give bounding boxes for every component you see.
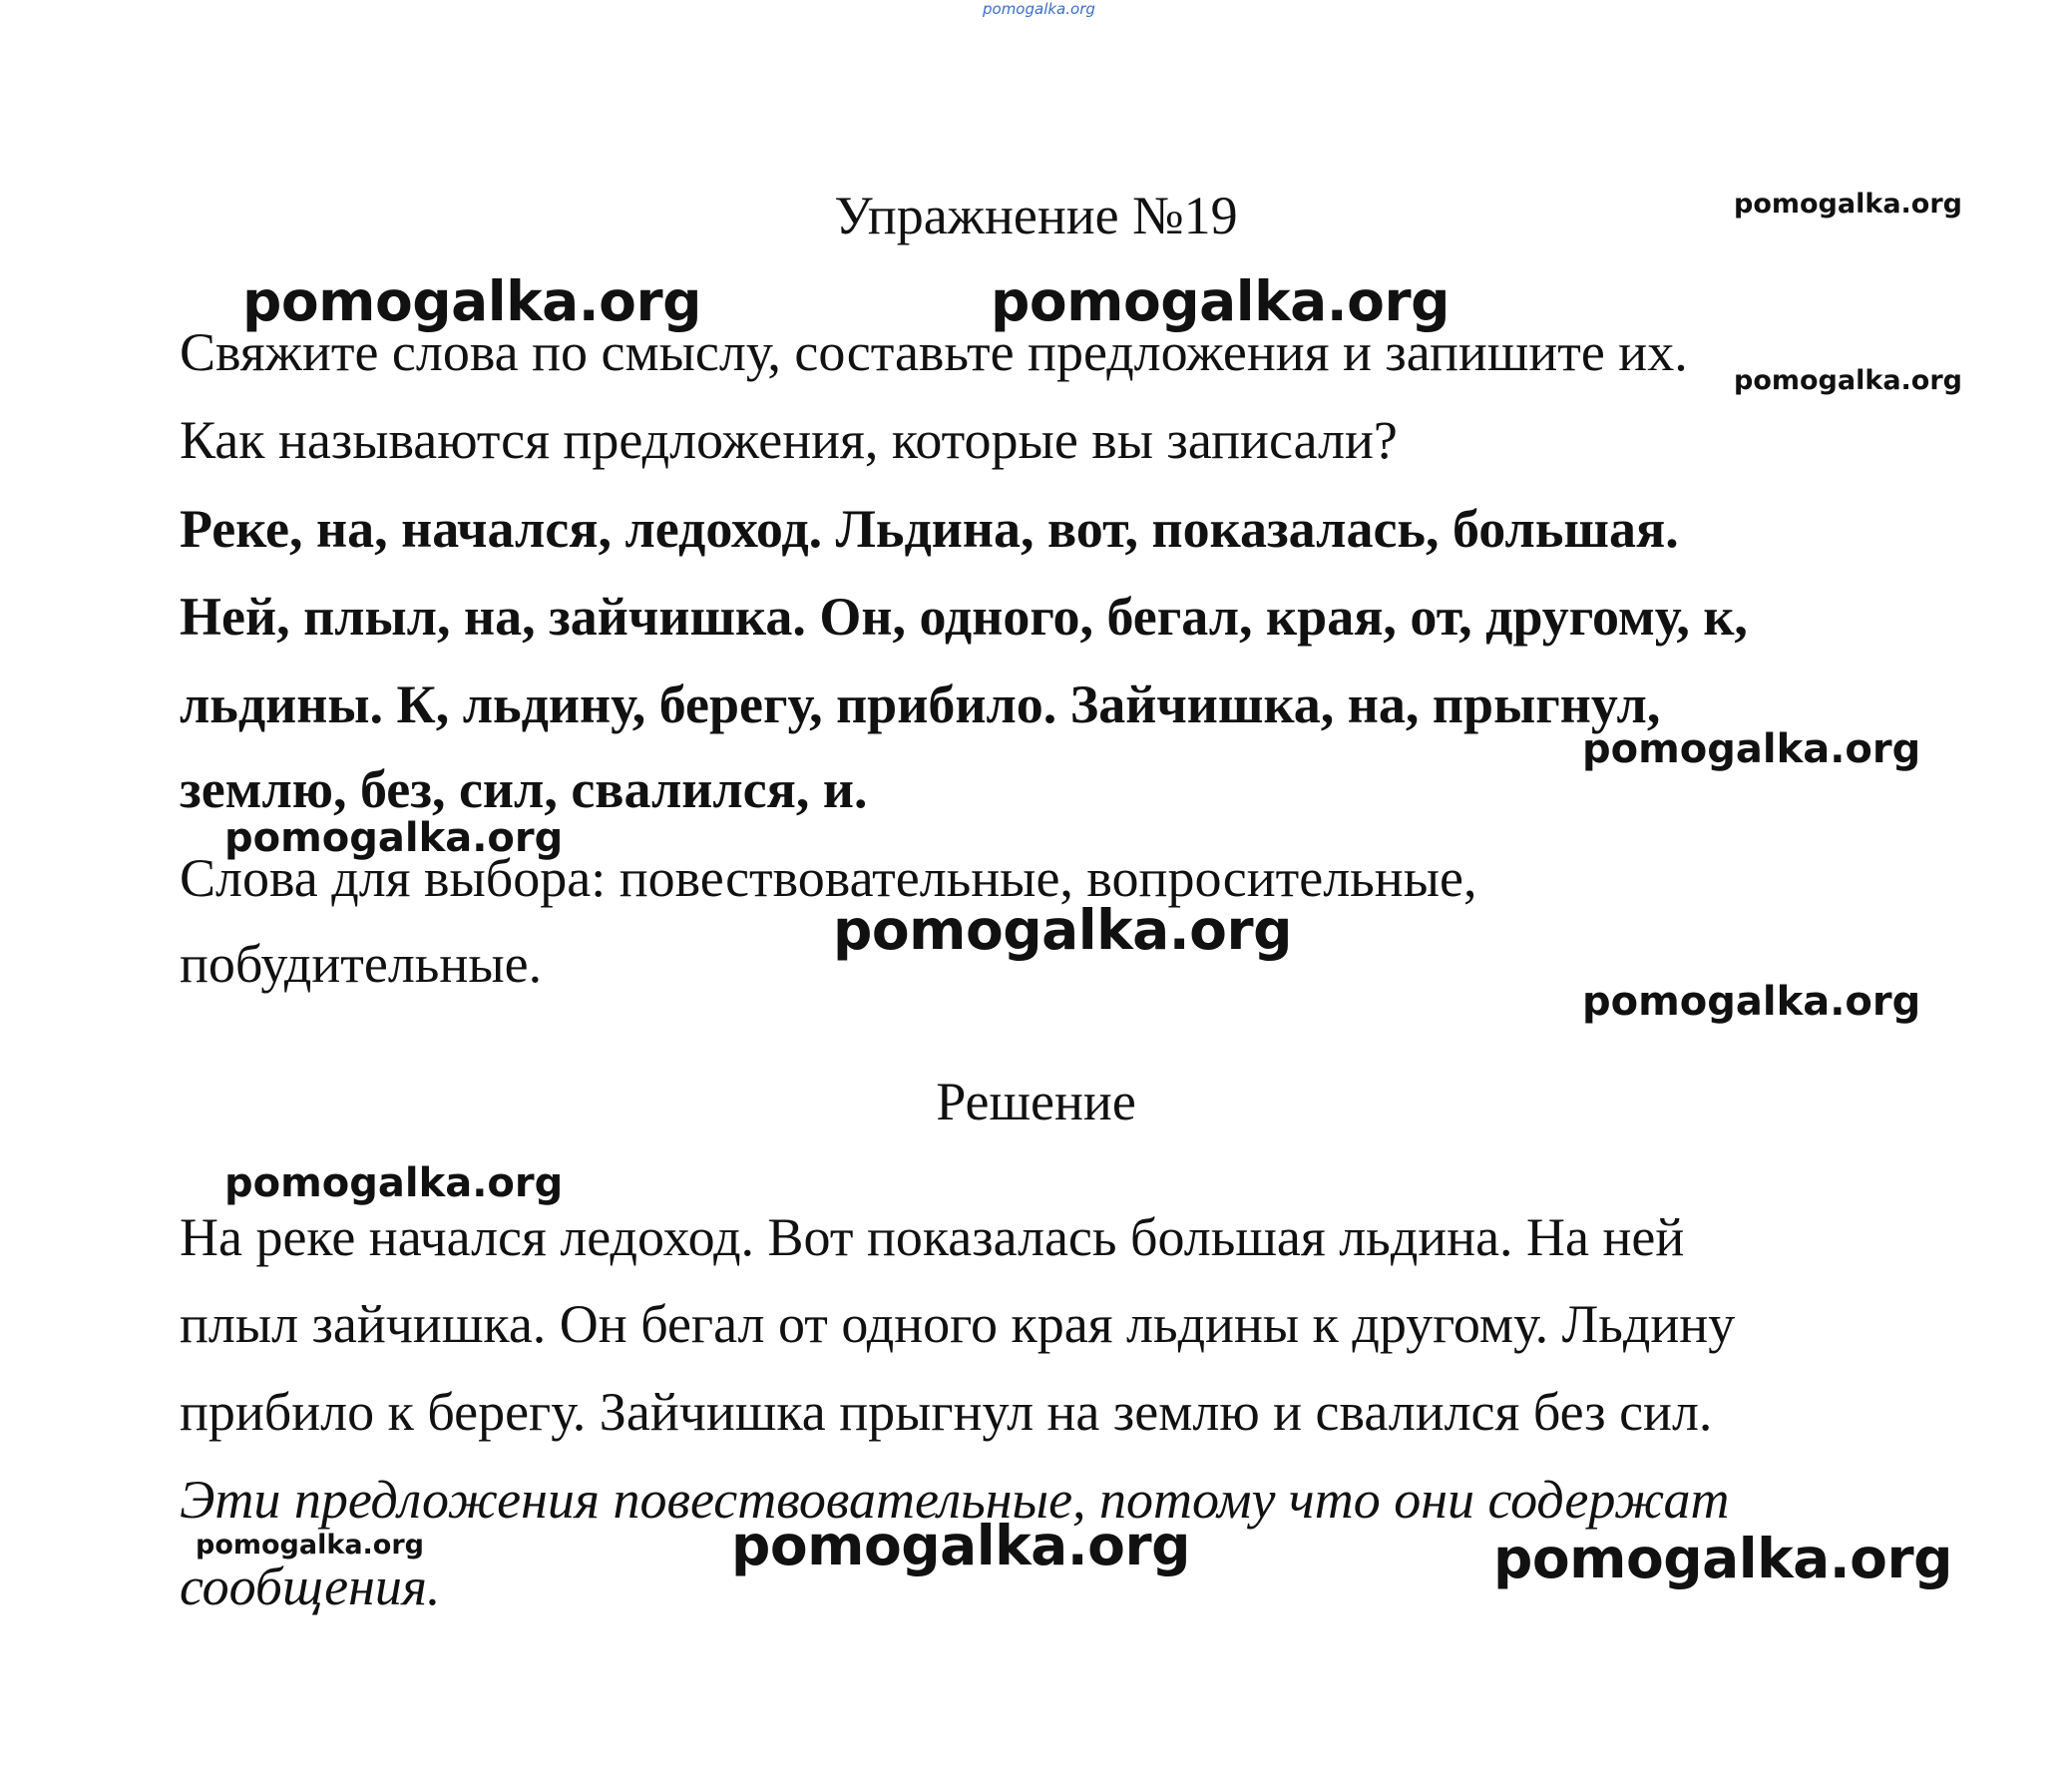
task-line-2: Как называются предложения, которые вы записали? [180, 410, 1398, 470]
watermark: pomogalka.org [1734, 189, 1962, 220]
solution-heading: Решение [936, 1072, 1136, 1131]
watermark: pomogalka.org [991, 269, 1450, 333]
watermark: pomogalka.org [1582, 726, 1921, 772]
conclusion-line-2: сообщения. [180, 1557, 441, 1616]
answer-line-2: плыл зайчишка. Он бегал от одного края льдины к другому. Льдину [180, 1294, 1736, 1354]
conclusion-line-1: Эти предложения повествовательные, потому что они содержат [180, 1470, 1730, 1530]
watermark: pomogalka.org [1493, 1527, 1952, 1590]
scrambled-line-2: Ней, плыл, на, зайчишка. Он, одного, бегал, края, от, другому, к, [180, 587, 1748, 647]
watermark: pomogalka.org [731, 1514, 1190, 1577]
answer-line-1: На реке начался ледоход. Вот показалась большая льдина. На ней [180, 1207, 1685, 1267]
watermark: pomogalka.org [224, 815, 564, 861]
task-line-1: Свяжите слова по смыслу, составьте предложения и запишите их. [180, 322, 1688, 382]
choice-line-2: побудительные. [180, 934, 543, 994]
watermark: pomogalka.org [224, 1160, 564, 1206]
watermark: pomogalka.org [196, 1530, 424, 1561]
answer-line-3: прибило к берегу. Зайчишка прыгнул на землю и свалился без сил. [180, 1382, 1713, 1442]
watermark: pomogalka.org [1734, 365, 1962, 396]
scrambled-line-3: льдины. К, льдину, берегу, прибило. Зайчишка, на, прыгнул, [180, 674, 1661, 734]
choice-line-1: Слова для выбора: повествовательные, вопросительные, [180, 848, 1477, 908]
top-watermark-link[interactable]: pomogalka.org [983, 0, 1095, 18]
watermark: pomogalka.org [242, 269, 701, 333]
scrambled-line-4: землю, без, сил, свалился, и. [180, 759, 868, 819]
watermark: pomogalka.org [833, 898, 1292, 962]
exercise-title: Упражнение №19 [834, 186, 1238, 245]
scrambled-line-1: Реке, на, начался, ледоход. Льдина, вот, показалась, большая. [180, 499, 1679, 559]
watermark: pomogalka.org [1582, 979, 1921, 1025]
